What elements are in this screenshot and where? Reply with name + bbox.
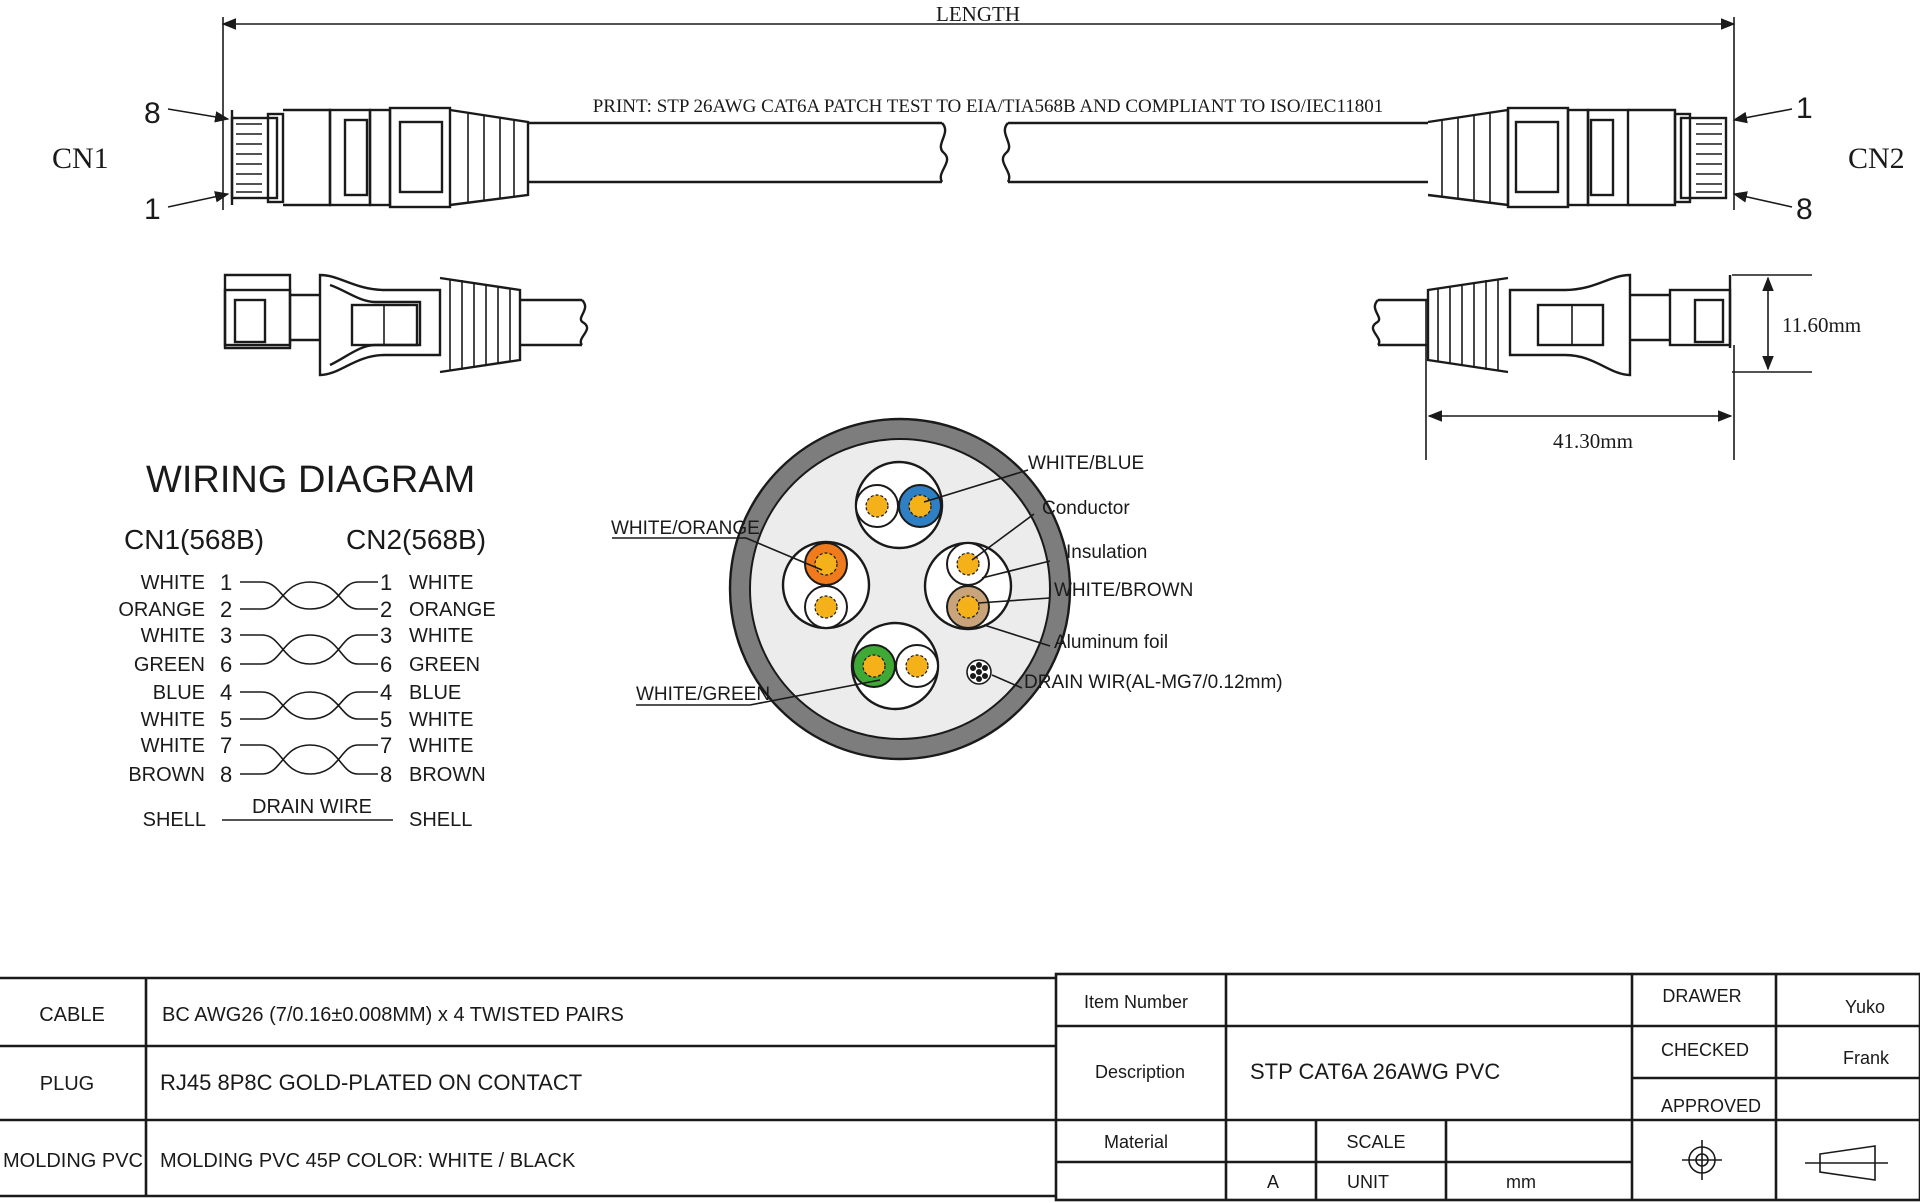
cn2-color-label: WHITE — [409, 572, 474, 594]
left-connector-side-view — [225, 275, 587, 375]
description-label: Description — [1094, 1062, 1186, 1082]
cn2-pin-number: 7 — [380, 733, 393, 758]
right-connector-side-view — [1373, 275, 1861, 460]
cn1-pin-number: 8 — [220, 762, 233, 787]
cn2-color-label: BLUE — [409, 682, 462, 704]
twisted-pair-wire — [240, 635, 378, 664]
spec-label-molding: MOLDING PVC — [2, 1150, 144, 1172]
cn1-color-label: WHITE — [140, 625, 205, 647]
material-label: Material — [1103, 1132, 1169, 1152]
cn2-pin-number: 4 — [380, 680, 393, 705]
material-value: A — [1266, 1172, 1280, 1192]
checked-label: CHECKED — [1660, 1040, 1750, 1060]
spec-value-cable: BC AWG26 (7/0.16±0.008MM) x 4 TWISTED PAIRS — [162, 1004, 624, 1026]
title-block — [1056, 974, 1920, 1200]
spec-row-plug — [40, 1070, 582, 1095]
cn2-pin-number: 6 — [380, 652, 393, 677]
cn2-pin-number: 8 — [380, 762, 393, 787]
label-insulation: Insulation — [1066, 542, 1148, 563]
taper-symbol-icon — [1805, 1146, 1888, 1180]
approved-label: APPROVED — [1660, 1096, 1762, 1116]
drain-wire-strands — [967, 660, 991, 684]
twisted-pair-wire — [240, 745, 378, 774]
pin-label-left-top: 8 — [144, 97, 161, 130]
contact-pins-left — [236, 124, 262, 192]
label-conductor: Conductor — [1042, 498, 1130, 519]
spec-row-molding — [3, 1150, 576, 1172]
cn1-pin-number: 3 — [220, 623, 233, 648]
cn2-pin-number: 2 — [380, 597, 393, 622]
spec-value-molding: MOLDING PVC 45P COLOR: WHITE / BLACK — [160, 1150, 576, 1172]
cn1-color-label: WHITE — [140, 709, 205, 731]
pin-label-right-top: 1 — [1796, 92, 1813, 125]
label-white-orange: WHITE/ORANGE — [611, 518, 760, 539]
pin-label-left-bottom: 1 — [144, 193, 161, 226]
cn2-color-label: BROWN — [409, 764, 486, 786]
cable-cross-section — [611, 419, 1283, 759]
contact-pins-right — [1696, 124, 1722, 192]
unit-label: UNIT — [1347, 1172, 1389, 1192]
width-dimension-label: 41.30mm — [1553, 429, 1633, 453]
drain-wire-label: DRAIN WIRE — [252, 796, 372, 818]
shell-right-label: SHELL — [409, 809, 473, 831]
twisted-pair-wire — [240, 692, 378, 719]
cn2-pin-number: 5 — [380, 707, 393, 732]
spec-label-cable: CABLE — [39, 1004, 105, 1026]
twisted-pair-wire — [240, 635, 378, 664]
twisted-pair-wire — [240, 745, 378, 774]
projection-symbol-icon — [1682, 1140, 1722, 1180]
shell-left-label: SHELL — [142, 809, 206, 831]
cn1-pin-number: 5 — [220, 707, 233, 732]
label-white-green: WHITE/GREEN — [636, 684, 771, 705]
pair-blue — [856, 462, 942, 548]
pair-green — [852, 623, 938, 709]
wiring-diagram — [118, 459, 495, 831]
unit-value: mm — [1506, 1172, 1536, 1192]
cn2-color-label: WHITE — [409, 625, 474, 647]
cn1-pin-number: 6 — [220, 652, 233, 677]
spec-value-plug: RJ45 8P8C GOLD-PLATED ON CONTACT — [160, 1070, 583, 1095]
cn2-pin-number: 3 — [380, 623, 393, 648]
cn1-pin-number: 4 — [220, 680, 233, 705]
cn1-color-label: ORANGE — [118, 599, 205, 621]
cn1-color-label: GREEN — [133, 654, 205, 676]
item-number-label: Item Number — [1083, 992, 1189, 1012]
cn2-color-label: WHITE — [409, 709, 474, 731]
cn1-pin-number: 7 — [220, 733, 233, 758]
cn1-color-label: BROWN — [128, 764, 205, 786]
cn1-header: CN1(568B) — [124, 524, 265, 555]
cn1-color-label: BLUE — [152, 682, 205, 704]
twisted-pair-wire — [240, 692, 378, 719]
cn1-color-label: WHITE — [140, 735, 205, 757]
cn2-label: CN2 — [1848, 142, 1905, 175]
cn1-pin-number: 2 — [220, 597, 233, 622]
height-dimension-label: 11.60mm — [1782, 313, 1862, 337]
twisted-pair-wire — [240, 582, 378, 609]
cn2-pin-number: 1 — [380, 570, 393, 595]
cn1-pin-number: 1 — [220, 570, 233, 595]
cn2-color-label: ORANGE — [409, 599, 496, 621]
wiring-rows — [118, 570, 495, 787]
drawer-label: DRAWER — [1662, 986, 1742, 1006]
checked-value: Frank — [1842, 1048, 1890, 1068]
pin-label-right-bottom: 8 — [1796, 193, 1813, 226]
cn1-color-label: WHITE — [140, 572, 205, 594]
label-drain-wire: DRAIN WIR(AL-MG7/0.12mm) — [1024, 672, 1283, 693]
scale-label: SCALE — [1346, 1132, 1406, 1152]
description-value: STP CAT6A 26AWG PVC — [1250, 1059, 1501, 1084]
spec-table — [0, 978, 1056, 1196]
wiring-twists — [240, 582, 378, 774]
label-white-blue: WHITE/BLUE — [1028, 453, 1145, 474]
cn2-color-label: WHITE — [409, 735, 474, 757]
cn1-label: CN1 — [52, 142, 109, 175]
cn2-header: CN2(568B) — [346, 524, 487, 555]
print-text: PRINT: STP 26AWG CAT6A PATCH TEST TO EIA/TIA568B AND COMPLIANT TO ISO/IEC11801 — [592, 96, 1384, 117]
label-white-brown: WHITE/BROWN — [1054, 580, 1194, 601]
pair-brown — [925, 543, 1011, 629]
drawer-value: Yuko — [1844, 997, 1886, 1017]
spec-label-plug: PLUG — [39, 1073, 95, 1095]
pair-orange — [783, 542, 869, 628]
cn2-color-label: GREEN — [409, 654, 481, 676]
wiring-title: WIRING DIAGRAM — [146, 459, 476, 501]
spec-row-cable — [39, 1004, 624, 1026]
label-aluminum-foil: Aluminum foil — [1054, 632, 1169, 653]
length-label: LENGTH — [936, 2, 1020, 26]
twisted-pair-wire — [240, 582, 378, 609]
